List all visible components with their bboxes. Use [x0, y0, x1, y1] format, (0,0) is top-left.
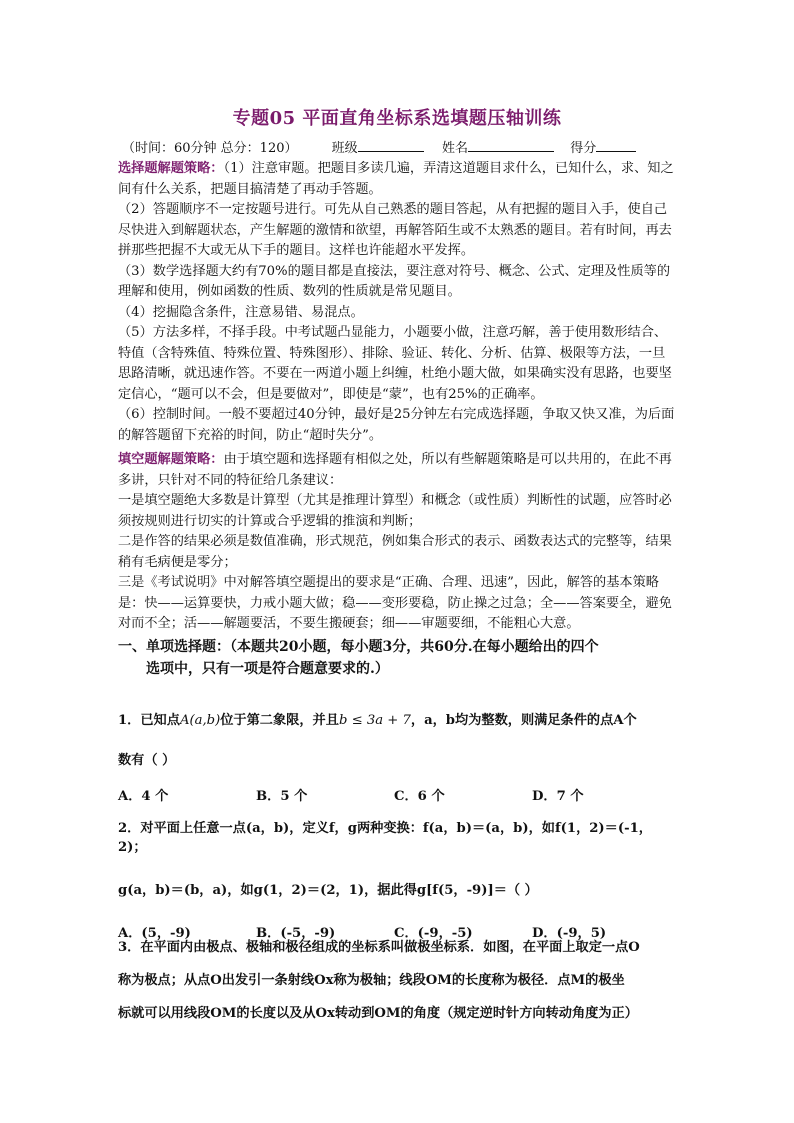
q1-option-c[interactable]: C．6 个	[394, 789, 445, 804]
choice-strategy	[118, 159, 678, 446]
exam-meta	[122, 137, 636, 156]
class-label: 班级	[331, 141, 358, 156]
q2-option-c[interactable]: C．(-9，-5)	[394, 926, 473, 941]
fill-strategy-p3: 三是《考试说明》中对解答填空题提出的要求是“正确、合理、迅速”，因此，解答的基本策略是：快——运算要快，力戒小题大做；稳——变形要稳，防止操之过急；全——答案要全，避免对而不全；活——解题要活，不要生搬硬套；细——审题要细，不能粗心大意。	[118, 575, 672, 631]
q3-line-2: 称为极点；从点O出发引一条射线Ox称为极轴；线段OM的长度称为极径．点M的极坐	[118, 973, 625, 988]
score-blank[interactable]	[596, 139, 636, 152]
q1-condition: b ≤ 3a + 7	[338, 713, 411, 728]
fill-strategy	[118, 450, 678, 635]
choice-strategy-p2: （2）答题顺序不一定按题号进行。可先从自己熟悉的题目答起，从有把握的题目入手，使自己尽快进入到解题状态，产生解题的激情和欲望，再解答陌生或不太熟悉的题目。若有时间，再去拼那些把握不大或无从下手的题目。这样也许能超水平发挥。	[118, 202, 672, 258]
question-2	[118, 817, 678, 941]
q1-option-a[interactable]: A．4 个	[118, 789, 169, 804]
question-3	[118, 936, 678, 1021]
fill-strategy-p2: 二是作答的结果必须是数值准确，形式规范，例如集合形式的表示、函数表达式的完整等，结果稍有毛病便是零分；	[118, 534, 672, 570]
section-heading	[118, 636, 678, 680]
choice-strategy-p5: （5）方法多样，不择手段。中考试题凸显能力，小题要小做，注意巧解，善于使用数形结合、特值（含特殊值、特殊位置、特殊图形）、排除、验证、转化、分析、估算、极限等方法，一旦思路清晰，就迅速作答。不要在一两道小题上纠缠，杜绝小题大做，如果确实没有思路，也要坚定信心，“题可以不会，但是要做对”，即使是“蒙”，也有25%的正确率。	[118, 325, 672, 402]
score-label: 得分	[570, 141, 597, 156]
choice-strategy-p6: （6）控制时间。一般不要超过40分钟，最好是25分钟左右完成选择题，争取又快又准，为后面的解答题留下充裕的时间，防止“超时失分”。	[118, 407, 675, 443]
name-blank[interactable]	[468, 139, 554, 152]
page-title: 专题05 平面直角坐标系选填题压轴训练	[232, 108, 562, 129]
q3-line-1: 3．在平面内由极点、极轴和极径组成的坐标系叫做极坐标系．如图，在平面上取定一点O	[118, 940, 640, 955]
name-label: 姓名	[441, 141, 468, 156]
q2-option-a[interactable]: A．(5，-9)	[118, 926, 191, 941]
q1-point: A(a,b)	[179, 713, 221, 728]
fill-strategy-p1: 一是填空题绝大多数是计算型（尤其是推理计算型）和概念（或性质）判断性的试题，应答时必须按规则进行切实的计算或合乎逻辑的推演和判断；	[118, 493, 672, 529]
fill-strategy-intro: 由于填空题和选择题有相似之处，所以有些解题策略是可以共用的，在此不再多讲，只针对不同的特征给几条建议：	[118, 452, 672, 488]
q1-stem-a: 1．已知点	[118, 713, 180, 728]
q2-option-d[interactable]: D．(-9，5)	[532, 926, 607, 941]
time-score: （时间：60分钟 总分：120）	[122, 141, 298, 156]
q1-stem-b: 位于第二象限，并且	[220, 713, 339, 728]
class-blank[interactable]	[358, 139, 424, 152]
q2-option-b[interactable]: B．(-5，-9)	[256, 926, 336, 941]
q1-option-b[interactable]: B．5 个	[256, 789, 308, 804]
q2-line-2: g(a，b)＝(b，a)，如g(1，2)＝(2，1)，据此得g[f(5，-9)]＝（ ）	[118, 883, 538, 898]
question-1	[118, 711, 678, 804]
choice-strategy-p1: （1）注意审题。把题目多读几遍，弄清这道题目求什么，已知什么，求、知之间有什么关系，把题目搞清楚了再动手答题。	[118, 161, 674, 197]
q3-line-3: 标就可以用线段OM的长度以及从Ox转动到OM的角度（规定逆时针方向转动角度为正）	[118, 1006, 638, 1021]
q1-stem-c: ，a，b均为整数，则满足条件的点A个	[410, 713, 637, 728]
section-line-2: 选项中，只有一项是符合题意要求的.）	[146, 661, 389, 677]
section-line-1: 一、单项选择题：（本题共20小题，每小题3分，共60分.在每小题给出的四个	[118, 639, 599, 655]
q2-line-1: 2．对平面上任意一点(a，b)，定义f，g两种变换：f(a，b)＝(a，b)，如f(1，2)＝(-1，2)；	[118, 821, 652, 855]
fill-strategy-heading: 填空题解题策略：	[118, 452, 224, 467]
q1-options	[118, 785, 678, 804]
choice-strategy-p4: （4）挖掘隐含条件，注意易错、易混点。	[118, 304, 364, 320]
choice-strategy-heading: 选择题解题策略：	[118, 161, 224, 176]
choice-strategy-p3: （3）数学选择题大约有70%的题目都是直接法，要注意对符号、概念、公式、定理及性质等的理解和使用，例如函数的性质、数列的性质就是常见题目。	[118, 263, 671, 299]
q1-stem-d: 数有（ ）	[118, 753, 176, 768]
q1-option-d[interactable]: D．7 个	[532, 789, 584, 804]
